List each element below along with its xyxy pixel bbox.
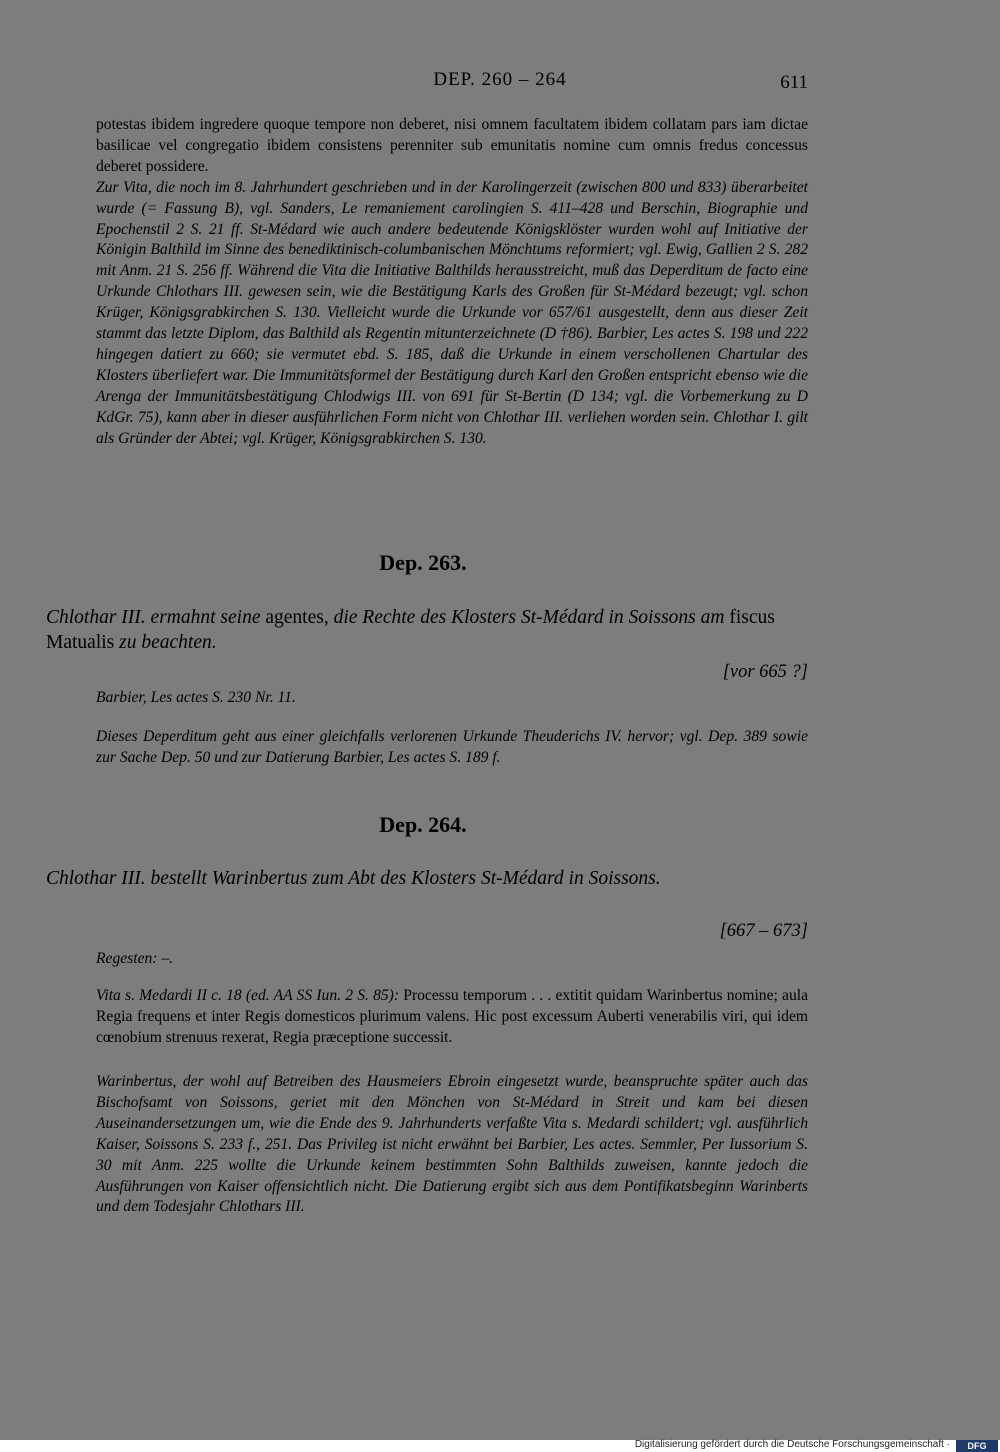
regest-summary-dep-263 bbox=[46, 605, 808, 655]
source-excerpt-dep-264 bbox=[96, 986, 808, 1049]
summary-text: Chlothar III. ermahnt seine bbox=[46, 607, 266, 628]
commentary-paragraph: Zur Vita, die noch im 8. Jahrhundert geschrieben und in der Karolingerzeit (zwischen 800 und 833) überarbeitet wurde (= Fassung B), vgl. Sanders, Le remaniement carolingien S. 411–428 und Berschin, Biographie und Epochenstil 2 S. 21 ff. St-Médard wie auch andere bedeutende Königsklöster wurden wohl auf Initiative der Königin Balthild im Sinne des benediktinisch-columbanischen Mönchtums reformiert; vgl. Ewig, Gallien 2 S. 282 mit Anm. 21 S. 256 ff. Während die Vita die Initiative Balthilds herausstreicht, muß das Deperditum de facto eine Urkunde Chlothars III. gewesen sein, wie die Bestätigung Karls des Großen für St-Médard bezeugt; vgl. schon Krüger, Königsgrabkirchen S. 130. Vielleicht wurde die Urkunde vor 657/61 ausgestellt, denn aus dieser Zeit stammt das letzte Diplom, das Balthild als Regentin mitunterzeichnete (D †86). Barbier, Les actes S. 198 und 222 hingegen datiert zu 660; sie vermutet ebd. S. 185, daß die Urkunde in einem verschollenen Chartular des Klosters überliefert war. Die Immunitätsformel der Bestätigung durch Karl den Großen entspricht ebenso wie die Arenga der Immunitätsbestätigung Chlodwigs III. von 691 für St-Bertin (D 134; vgl. die Vorbemerkung zu D KdGr. 75), kann aber in dieser ausführlichen Form nicht von Chlothar III. verliehen worden sein. Chlothar I. gilt als Gründer der Abtei; vgl. Krüger, Königsgrabkirchen S. 130. bbox=[96, 178, 808, 447]
source-citation: Vita s. Medardi II c. 18 (ed. AA SS Iun. 2 S. 85): bbox=[96, 987, 400, 1004]
regesten-line: Regesten: –. bbox=[96, 950, 174, 967]
running-header: DEP. 260 – 264 bbox=[433, 69, 567, 90]
reference-dep-263: Barbier, Les actes S. 230 Nr. 11. bbox=[96, 689, 296, 706]
page-number: 611 bbox=[780, 72, 808, 93]
latin-term: agentes, bbox=[265, 607, 329, 628]
source-latin-text: Processu temporum . . . extitit quidam Warinbertus nomine; aula Regia frequens et inter Regis domesticos plurimum valens. Hic post excessum Auberti venerabilis viri, qui idem cœnobium strenuus rexerat, Regia præceptione successit. bbox=[96, 987, 808, 1046]
section-heading-dep-263: Dep. 263. bbox=[379, 550, 467, 575]
latin-term: fiscus Matualis bbox=[46, 607, 775, 653]
footer-bar bbox=[0, 1440, 1000, 1452]
dfg-logo: DFG bbox=[956, 1440, 998, 1452]
summary-text: zu beachten. bbox=[114, 632, 217, 653]
funding-notice: Digitalisierung gefördert durch die Deutsche Forschungsgemeinschaft · bbox=[634, 1439, 950, 1450]
charter-text-block bbox=[96, 115, 808, 450]
date-dep-264: [667 – 673] bbox=[719, 921, 808, 941]
section-heading-dep-264: Dep. 264. bbox=[379, 812, 467, 837]
commentary-dep-263: Dieses Deperditum geht aus einer gleichfalls verlorenen Urkunde Theuderichs IV. hervor; vgl. Dep. 389 sowie zur Sache Dep. 50 und zur Datierung Barbier, Les actes S. 189 f. bbox=[96, 728, 808, 766]
summary-text: die Rechte des Klosters St-Médard in Soissons am bbox=[328, 607, 730, 628]
date-dep-263: [vor 665 ?] bbox=[722, 662, 808, 682]
latin-charter-excerpt: potestas ibidem ingredere quoque tempore non deberet, nisi omnem facultatem ibidem collatam pars iam dictae basilicae vel congregatio ibidem consistens perenniter sub emunitatis nomine cum omnis fredus concessus deberet possidere. bbox=[96, 116, 808, 175]
commentary-dep-264: Warinbertus, der wohl auf Betreiben des Hausmeiers Ebroin eingesetzt wurde, beanspruchte später auch das Bischofsamt von Soissons, geriet mit den Mönchen von St-Médard in Streit und kam bei diesen Auseinandersetzungen um, wie die Ende des 9. Jahrhunderts verfaßte Vita s. Medardi schildert; vgl. ausführlich Kaiser, Soissons S. 233 f., 251. Das Privileg ist nicht erwähnt bei Barbier, Les actes. Semmler, Per Iussorium S. 30 mit Anm. 225 wollte die Urkunde keinem bestimmten Sohn Balthilds zuweisen, kannte jedoch die Ausführungen von Kaiser offensichtlich nicht. Die Datierung ergibt sich aus dem Pontifikatsbeginn Warinberts und dem Todesjahr Chlothars III. bbox=[96, 1073, 808, 1216]
regest-summary-dep-264: Chlothar III. bestellt Warinbertus zum Abt des Klosters St-Médard in Soissons. bbox=[46, 868, 661, 889]
